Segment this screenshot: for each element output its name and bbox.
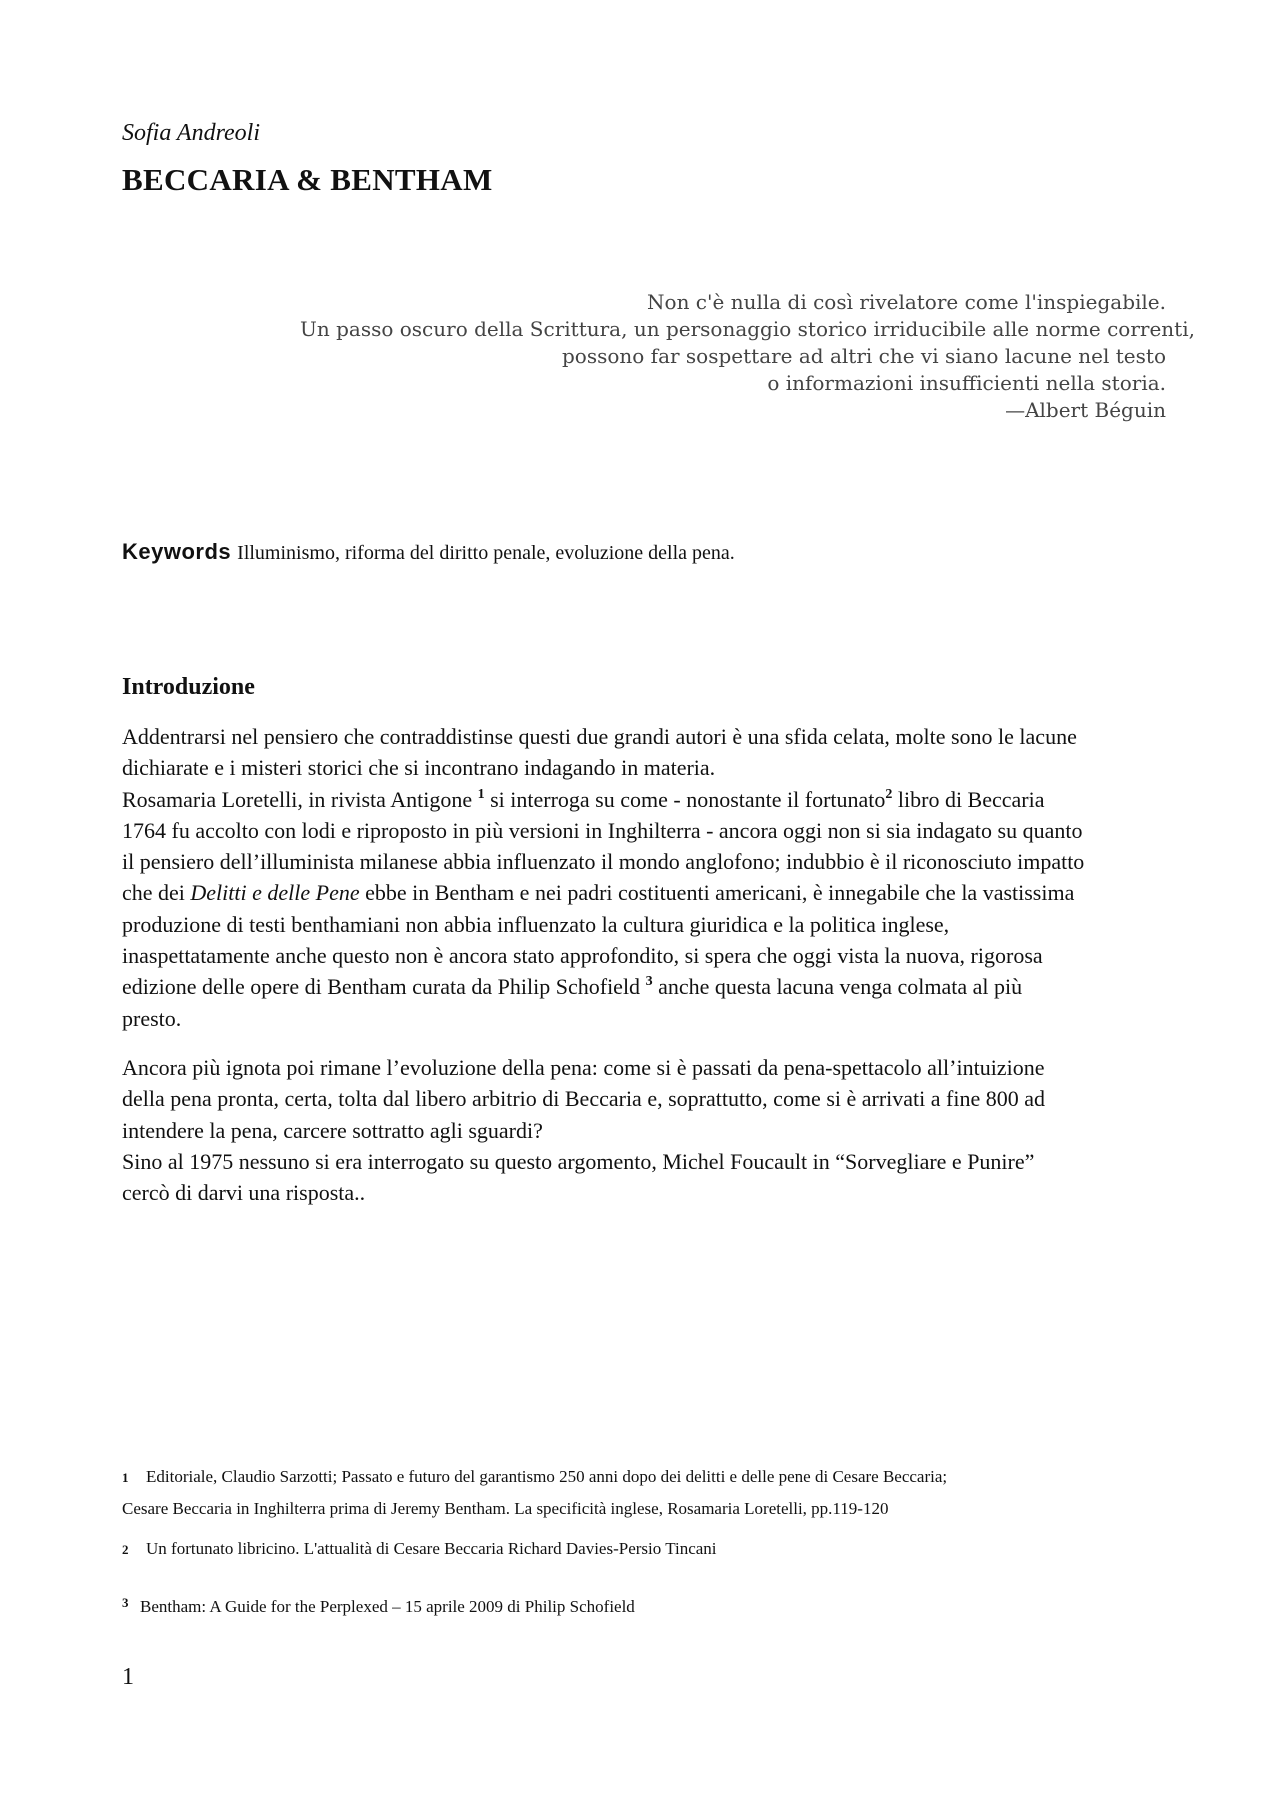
paragraph-line: della pena pronta, certa, tolta dal libero arbitrio di Beccaria e, soprattutto, come si è arrivati a fine 800 ad (122, 1086, 1046, 1112)
author-name: Sofia Andreoli (122, 120, 260, 146)
text-run: anche questa lacuna venga colmata al più (652, 974, 1023, 1000)
paragraph-line: intendere la pena, carcere sottratto agli sguardi? (122, 1117, 543, 1143)
footnote-line (122, 1587, 1170, 1622)
paragraph-line: Addentrarsi nel pensiero che contraddistinse questi due grandi autori è una sfida celata, molte sono le lacune (122, 724, 1077, 749)
paragraph-line (122, 877, 1170, 908)
text-run: si interroga su come - nonostante il fortunato (484, 786, 886, 812)
intro-paragraph-1 (122, 721, 1170, 1034)
footnote-ref-2[interactable]: 2 (885, 786, 893, 802)
epigraph-line: Non c'è nulla di così rivelatore come l'inspiegabile. (647, 290, 1166, 314)
intro-paragraph-2 (122, 1052, 1170, 1208)
page-number: 1 (122, 1664, 134, 1690)
paragraph-line: cercò di darvi una risposta.. (122, 1180, 366, 1206)
footnote-line (122, 1461, 1170, 1493)
footnote-ref-1[interactable]: 1 (477, 786, 485, 802)
text-run: libro di Beccaria (892, 786, 1045, 812)
epigraph-quote (300, 289, 1195, 424)
paragraph-line (122, 784, 1170, 815)
text-run: edizione delle opere di Bentham curata da Philip Schofield (122, 974, 646, 1000)
footnote-text: Bentham: A Guide for the Perplexed – 15 aprile 2009 di Philip Schofield (140, 1597, 635, 1616)
epigraph-line: o informazioni insufficienti nella storia. (767, 371, 1166, 395)
footnote-1 (122, 1461, 1170, 1524)
epigraph-attribution: —Albert Béguin (1005, 398, 1166, 422)
paragraph-line: 1764 fu accolto con lodi e riproposto in più versioni in Inghilterra - ancora oggi non si sia indagato su quanto (122, 817, 1083, 843)
epigraph-line: Un passo oscuro della Scrittura, un personaggio storico irriducibile alle norme correnti, (300, 317, 1195, 341)
footnote-line: Cesare Beccaria in Inghilterra prima di Jeremy Bentham. La specificità inglese, Rosamaria Loretelli, pp.119-120 (122, 1499, 889, 1518)
keywords-text: Illuminismo, riforma del diritto penale, evoluzione della pena. (237, 542, 735, 564)
footnote-ref-3[interactable]: 3 (645, 974, 653, 990)
text-run: ebbe in Bentham e nei padri costituenti americani, è innegabile che la vastissima (359, 880, 1075, 906)
text-run: Rosamaria Loretelli, in rivista Antigone (122, 786, 478, 812)
footnote-line (122, 1533, 1170, 1565)
paragraph-line: Ancora più ignota poi rimane l’evoluzione della pena: come si è passati da pena-spettacolo all’intuizione (122, 1055, 1045, 1080)
footnote-2 (122, 1533, 1170, 1565)
book-title-italic: Delitti e delle Pene (190, 880, 360, 906)
paragraph-line: Sino al 1975 nessuno si era interrogato su questo argomento, Michel Foucault in “Sorvegliare e Punire” (122, 1148, 1035, 1174)
paragraph-line: il pensiero dell’illuminista milanese abbia influenzato il mondo anglofono; indubbio è il riconosciuto impatto (122, 849, 1085, 875)
footnote-number: 3 (122, 1595, 129, 1610)
paragraph-line: dichiarate e i misteri storici che si incontrano indagando in materia. (122, 755, 716, 781)
paragraph-line: presto. (122, 1005, 182, 1031)
epigraph-line: possono far sospettare ad altri che vi siano lacune nel testo (561, 344, 1166, 368)
keywords-label: Keywords (122, 539, 232, 564)
paragraph-line (122, 971, 1170, 1002)
paragraph-line: inaspettatamente anche questo non è ancora stato approfondito, si spera che oggi vista la nuova, rigorosa (122, 943, 1043, 969)
footnote-number: 2 (122, 1542, 129, 1557)
footnote-number: 1 (122, 1470, 129, 1485)
document-title: BECCARIA & BENTHAM (122, 162, 493, 197)
footnote-3 (122, 1587, 1170, 1622)
text-run: che dei (122, 880, 191, 906)
paragraph-line: produzione di testi benthamiani non abbia influenzato la cultura giuridica e la politica inglese, (122, 911, 950, 937)
keywords-line (122, 539, 735, 565)
footnote-text: Un fortunato libricino. L'attualità di Cesare Beccaria Richard Davies-Persio Tincani (146, 1539, 717, 1558)
footnote-text: Editoriale, Claudio Sarzotti; Passato e futuro del garantismo 250 anni dopo dei delitti e delle pene di Cesare Beccaria; (146, 1467, 948, 1486)
section-heading-introduzione: Introduzione (122, 674, 255, 700)
